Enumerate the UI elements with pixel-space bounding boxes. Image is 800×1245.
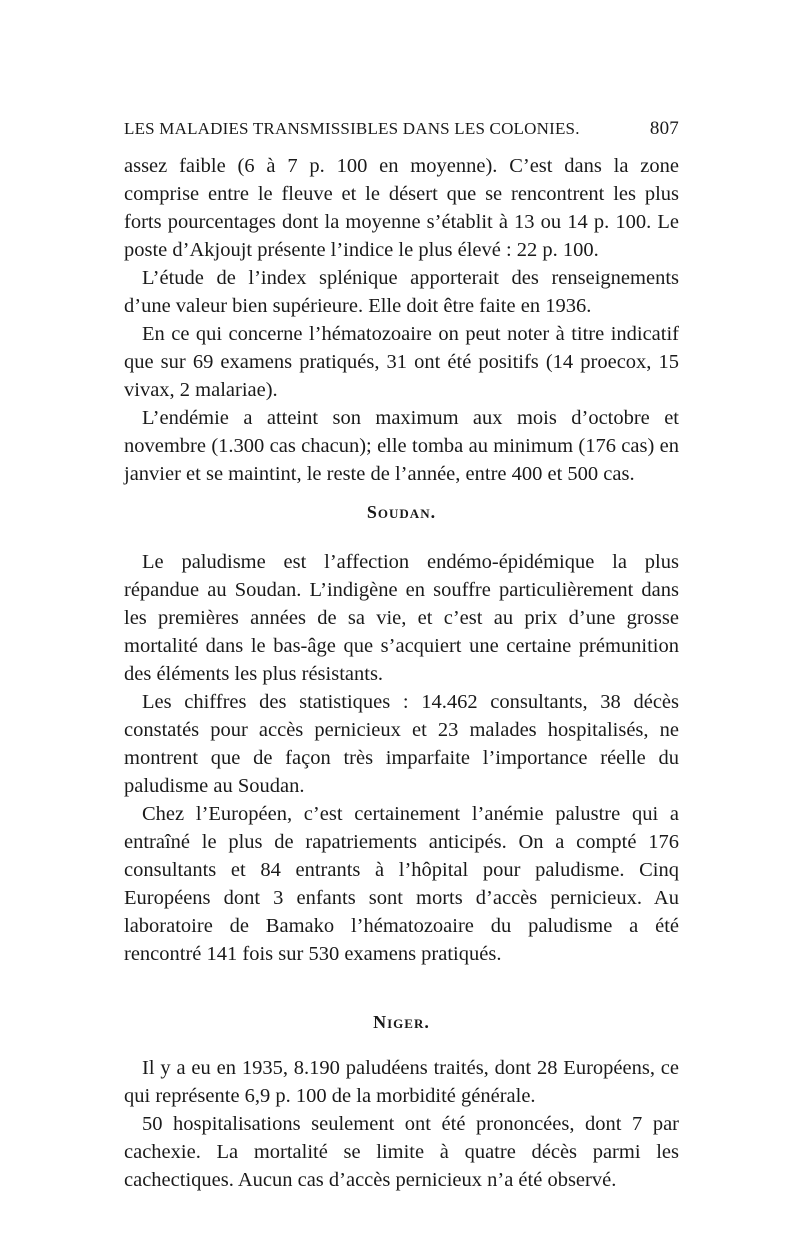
paragraph: L’étude de l’index splénique apporterait des renseignements d’une valeur bien supérieure. Elle doit être faite en 1936.	[124, 267, 679, 317]
paragraph: Il y a eu en 1935, 8.190 paludéens traités, dont 28 Européens, ce qui représente 6,9 p. 100 de la morbidité générale.	[124, 1057, 679, 1107]
running-header	[124, 118, 679, 142]
paragraph: Chez l’Européen, c’est certainement l’anémie palustre qui a entraîné le plus de rapatriements anticipés. On a compté 176 consultants et 84 entrants à l’hôpital pour paludisme. Cinq Européens dont 3 enfants sont morts d’accès pernicieux. Au laboratoire de Bamako l’hématozoaire du paludisme a été rencontré 141 fois sur 530 examens pratiqués.	[124, 803, 679, 965]
book-page	[124, 118, 679, 1194]
paragraph-continued: assez faible (6 à 7 p. 100 en moyenne). C’est dans la zone comprise entre le fleuve et le désert que se rencontrent les plus forts pourcentages dont la moyenne s’établit à 13 ou 14 p. 100. Le poste d’Akjoujt présente l’indice le plus élevé : 22 p. 100.	[124, 155, 679, 261]
paragraph: L’endémie a atteint son maximum aux mois d’octobre et novembre (1.300 cas chacun); elle tomba au minimum (176 cas) en janvier et se maintint, le reste de l’année, entre 400 et 500 cas.	[124, 407, 679, 485]
paragraph: En ce qui concerne l’hématozoaire on peut noter à titre indicatif que sur 69 examens pratiqués, 31 ont été positifs (14 proecox, 15 vivax, 2 malariae).	[124, 323, 679, 401]
paragraph: Le paludisme est l’affection endémo-épidémique la plus répandue au Soudan. L’indigène en souffre particulièrement dans les premières années de sa vie, et c’est au prix d’une grosse mortalité dans le bas-âge que s’acquiert une certaine prémunition des éléments les plus résistants.	[124, 551, 679, 685]
section-heading-soudan: Soudan.	[366, 502, 437, 522]
intro-text-block	[124, 152, 679, 488]
niger-text-block	[124, 1054, 679, 1194]
running-title: LES MALADIES TRANSMISSIBLES DANS LES COLONIES.	[124, 119, 580, 138]
section-heading-niger: Niger.	[373, 1012, 430, 1032]
paragraph: Les chiffres des statistiques : 14.462 consultants, 38 décès constatés pour accès pernicieux et 23 malades hospitalisés, ne montrent que de façon très imparfaite l’importance réelle du paludisme au Soudan.	[124, 691, 679, 797]
page-number: 807	[649, 118, 679, 139]
soudan-text-block	[124, 548, 679, 968]
paragraph: 50 hospitalisations seulement ont été prononcées, dont 7 par cachexie. La mortalité se limite à quatre décès parmi les cachectiques. Aucun cas d’accès pernicieux n’a été observé.	[124, 1113, 679, 1191]
